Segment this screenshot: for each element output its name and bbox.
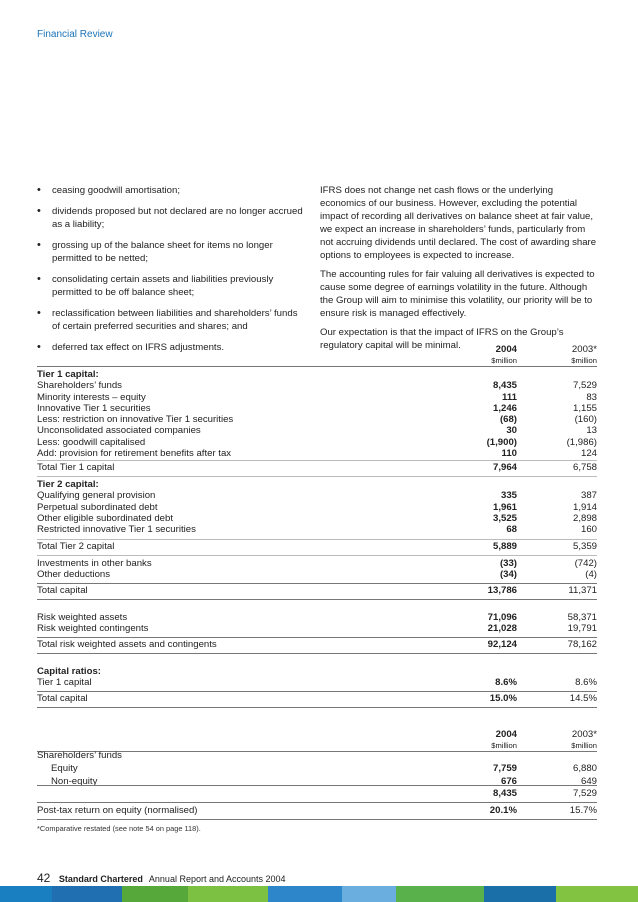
table-row: Add: provision for retirement benefits after tax 110 124 (37, 448, 597, 460)
table-row: Less: goodwill capitalised (1,900) (1,986) (37, 436, 597, 448)
column-headers (37, 344, 597, 366)
tier2-heading: Tier 2 capital: (37, 479, 99, 490)
table-row: Investments in other banks (33) (742) (37, 558, 597, 569)
table-row: Minority interests – equity 111 83 (37, 391, 597, 403)
footnote: *Comparative restated (see note 54 on page 118). (37, 824, 201, 833)
subtotal-row: 8,435 7,529 (492, 788, 597, 799)
bullet-item: • grossing up of the balance sheet for items no longer permitted to be netted; (37, 239, 307, 265)
color-segment (188, 886, 268, 902)
bullet-item: • reclassification between liabilities and shareholders’ funds of certain preferred securities and shares; and (37, 307, 307, 333)
paragraph: IFRS does not change net cash flows or the underlying economics of our business. However, excluding the potential impact of recording all derivatives on balance sheet at fair value, we expect an increase in shareholders’ funds, particularly from not accruing dividends until declared. The cost of awarding share options to employees is expected to increase. (320, 185, 597, 261)
color-segment (484, 886, 556, 902)
table-row: Tier 1 capital 8.6% 8.6% (37, 677, 597, 689)
year-2004-header: 2004 (495, 729, 517, 740)
color-segment (268, 886, 342, 902)
unit-label: $million (491, 741, 517, 750)
color-segment (342, 886, 396, 902)
tier1-total-row: Total Tier 1 capital 7,964 6,758 (37, 462, 597, 473)
roe-row: Post-tax return on equity (normalised) 20.1% 15.7% (37, 805, 597, 816)
brand-color-bar (0, 886, 638, 902)
color-segment (396, 886, 484, 902)
divider (37, 819, 597, 820)
table-row: Restricted innovative Tier 1 securities 68 160 (37, 524, 597, 536)
equity-heading: Shareholders’ funds (37, 750, 122, 761)
year-2003-header: 2003* (571, 729, 597, 740)
divider (37, 583, 597, 584)
divider (37, 802, 597, 803)
paragraph: The accounting rules for fair valuing all derivatives is expected to cause some degree of earnings volatility in the future. Although the Group will aim to minimise this volatility, our priority will be to ensure risk is managed effectively. (320, 269, 595, 319)
unit-label: $million (571, 741, 597, 750)
ratio-total-row: Total capital 15.0% 14.5% (37, 693, 597, 704)
paragraph: Our expectation is that the impact of IFRS on the Group’s regulatory capital will be minimal. (320, 327, 564, 351)
table-row: Other eligible subordinated debt 3,525 2,898 (37, 512, 597, 524)
bullet-item: • deferred tax effect on IFRS adjustments. (37, 341, 307, 354)
brand-name: Standard Chartered (58, 874, 143, 884)
page-number: 42 (37, 871, 51, 885)
table-row: Less: restriction on innovative Tier 1 securities (68) (160) (37, 414, 597, 426)
year-2004-header: 2004 (495, 344, 517, 355)
table-row: Innovative Tier 1 securities 1,246 1,155 (37, 402, 597, 414)
table-row: Shareholders’ funds 8,435 7,529 (37, 380, 597, 392)
divider (37, 785, 597, 786)
color-segment (0, 886, 52, 902)
unit-label: $million (491, 356, 517, 365)
tier1-heading: Tier 1 capital: (37, 369, 99, 380)
divider (37, 599, 597, 600)
unit-label: $million (571, 356, 597, 365)
table-row: Unconsolidated associated companies 30 13 (37, 425, 597, 437)
divider (37, 653, 597, 654)
divider (37, 539, 597, 540)
bullet-item: • consolidating certain assets and liabilities previously permitted to be off balance sheet; (37, 273, 307, 299)
bullet-item: • dividends proposed but not declared are no longer accrued as a liability; (37, 205, 307, 231)
divider (37, 707, 597, 708)
divider (37, 555, 597, 556)
total-capital-row: Total capital 13,786 11,371 (37, 585, 597, 596)
table-row: Qualifying general provision 335 387 (37, 490, 597, 502)
bullet-item: • ceasing goodwill amortisation; (37, 184, 307, 197)
risk-total-row: Total risk weighted assets and contingents 92,124 78,162 (37, 639, 597, 650)
page-footer (37, 871, 286, 885)
divider (37, 476, 597, 477)
column-headers (37, 729, 597, 751)
divider (37, 366, 597, 367)
year-2003-header: 2003* (571, 344, 597, 355)
divider (37, 460, 597, 461)
color-segment (556, 886, 638, 902)
table-row: Perpetual subordinated debt 1,961 1,914 (37, 501, 597, 513)
table-row: Other deductions (34) (4) (37, 569, 597, 581)
color-segment (122, 886, 188, 902)
color-segment (52, 886, 122, 902)
ratios-heading: Capital ratios: (37, 666, 101, 677)
section-title: Financial Review (37, 29, 113, 40)
bullet-list (37, 184, 307, 362)
divider (37, 637, 597, 638)
table-row: Non-equity 676 649 (51, 776, 597, 787)
table-row: Risk weighted assets 71,096 58,371 (37, 612, 597, 623)
divider (37, 691, 597, 692)
tier2-total-row: Total Tier 2 capital 5,889 5,359 (37, 541, 597, 552)
ifrs-commentary (320, 184, 601, 358)
report-title: Annual Report and Accounts 2004 (148, 874, 286, 884)
table-row: Risk weighted contingents 21,028 19,791 (37, 623, 597, 635)
table-row: Equity 7,759 6,880 (51, 763, 597, 774)
